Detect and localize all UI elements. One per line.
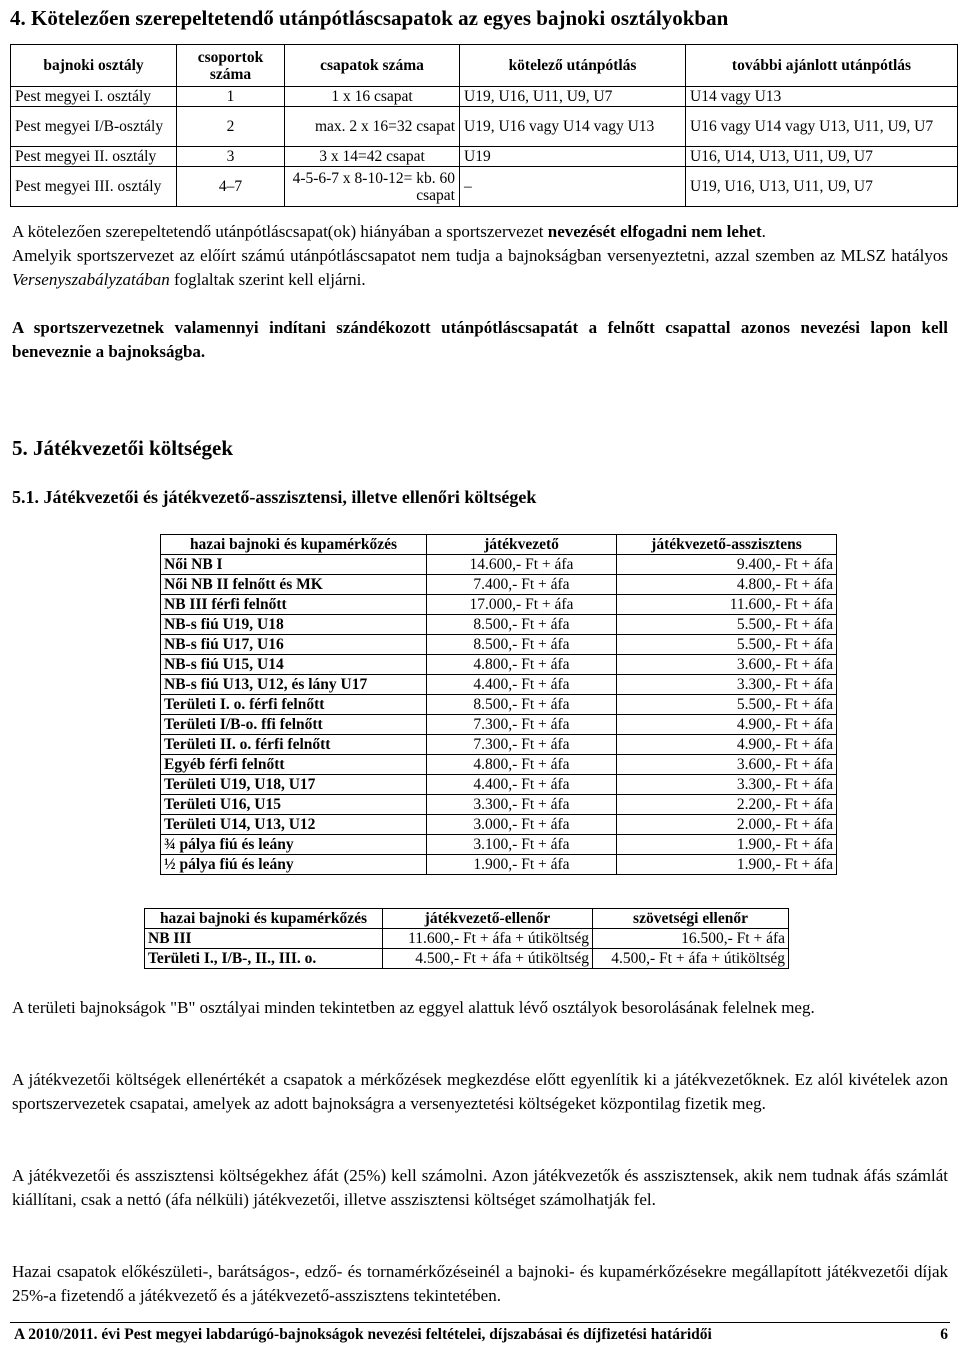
fee-cell: 17.000,- Ft + áfa bbox=[427, 595, 617, 615]
fee-cell: 7.300,- Ft + áfa bbox=[427, 715, 617, 735]
sanction-paragraph bbox=[12, 244, 948, 292]
footer-text: A 2010/2011. évi Pest megyei labdarúgó-bajnokságok nevezési feltételei, díjszabásai és díjfizetési határidői bbox=[14, 1326, 712, 1343]
table-row bbox=[11, 147, 958, 167]
table-row bbox=[161, 675, 837, 695]
fee-cell: 14.600,- Ft + áfa bbox=[427, 555, 617, 575]
fee-cell: 5.500,- Ft + áfa bbox=[617, 615, 837, 635]
match-type-cell: Területi I/B-o. ffi felnőtt bbox=[161, 715, 427, 735]
paragraph-text: A kötelezően szerepeltetendő utánpótláscsapat(ok) hiányában a sportszervezet bbox=[12, 222, 548, 241]
fee-cell: 3.300,- Ft + áfa bbox=[617, 675, 837, 695]
match-type-cell: NB-s fiú U15, U14 bbox=[161, 655, 427, 675]
division-cell: Pest megyei III. osztály bbox=[11, 167, 177, 207]
section-5-1-heading: 5.1. Játékvezetői és játékvezető-asszisztensi, illetve ellenőri költségek bbox=[12, 487, 537, 507]
fee-cell: 8.500,- Ft + áfa bbox=[427, 635, 617, 655]
recommended-youth-cell: U16 vagy U14 vagy U13, U11, U9, U7 bbox=[686, 107, 958, 147]
fee-cell: 7.400,- Ft + áfa bbox=[427, 575, 617, 595]
table-row bbox=[161, 595, 837, 615]
fee-cell: 4.900,- Ft + áfa bbox=[617, 735, 837, 755]
fee-cell: 1.900,- Ft + áfa bbox=[617, 855, 837, 875]
match-type-cell: Egyéb férfi felnőtt bbox=[161, 755, 427, 775]
match-type-cell: ¾ pálya fiú és leány bbox=[161, 835, 427, 855]
footer-divider bbox=[10, 1322, 950, 1323]
fee-cell: 4.800,- Ft + áfa bbox=[427, 655, 617, 675]
table-row bbox=[161, 735, 837, 755]
referee-fees-table bbox=[160, 534, 837, 875]
table-row bbox=[161, 775, 837, 795]
table-row bbox=[145, 929, 789, 949]
payment-paragraph: A játékvezetői költségek ellenértékét a csapatok a mérkőzések megkezdése előtt egyenlítik ki a játékvezetőknek. Ez alól kivételek azon sportszervezetek csapatai, amelyek az adott bajnokságra a versenyeztetési költségeket központilag fizetik meg. bbox=[12, 1070, 948, 1113]
emphasis-text: nevezését elfogadni nem lehet bbox=[547, 222, 762, 241]
friendly-match-paragraph: Hazai csapatok előkészületi-, barátságos-, edző- és tornamérkőzéseinél a bajnoki- és kupamérkőzésekre megállapított játékvezetői díjak 25%-a fizetendő a játékvezető és a játékvezető-asszisztens tekintetében. bbox=[12, 1262, 948, 1305]
group-count-cell: 2 bbox=[177, 107, 285, 147]
group-count-cell: 1 bbox=[177, 87, 285, 107]
match-type-cell: Női NB I bbox=[161, 555, 427, 575]
required-youth-cell: – bbox=[460, 167, 686, 207]
recommended-youth-cell: U16, U14, U13, U11, U9, U7 bbox=[686, 147, 958, 167]
match-type-cell: NB III bbox=[145, 929, 383, 949]
column-header: csoportok száma bbox=[177, 45, 285, 87]
fee-cell: 11.600,- Ft + áfa bbox=[617, 595, 837, 615]
regulation-name: Versenyszabályzatában bbox=[12, 270, 170, 289]
column-header: további ajánlott utánpótlás bbox=[686, 45, 958, 87]
registration-form-paragraph: A sportszervezetnek valamennyi indítani szándékozott utánpótláscsapatát a felnőtt csapattal azonos nevezési lapon kell beneveznie a bajnokságba. bbox=[12, 318, 948, 361]
group-count-cell: 3 bbox=[177, 147, 285, 167]
match-type-cell: NB-s fiú U19, U18 bbox=[161, 615, 427, 635]
b-division-paragraph: A területi bajnokságok "B" osztályai minden tekintetben az eggyel alattuk lévő osztályok besorolásának felelnek meg. bbox=[12, 998, 815, 1017]
fee-cell: 3.300,- Ft + áfa bbox=[617, 775, 837, 795]
fee-cell: 4.500,- Ft + áfa + útiköltség bbox=[383, 949, 593, 969]
fee-cell: 5.500,- Ft + áfa bbox=[617, 695, 837, 715]
team-count-cell: 1 x 16 csapat bbox=[285, 87, 460, 107]
fee-cell: 11.600,- Ft + áfa + útiköltség bbox=[383, 929, 593, 949]
table-row bbox=[11, 87, 958, 107]
column-header: bajnoki osztály bbox=[11, 45, 177, 87]
column-header: hazai bajnoki és kupamérkőzés bbox=[161, 535, 427, 555]
table-header-row bbox=[145, 909, 789, 929]
fee-cell: 1.900,- Ft + áfa bbox=[427, 855, 617, 875]
fee-cell: 4.800,- Ft + áfa bbox=[427, 755, 617, 775]
required-youth-cell: U19 bbox=[460, 147, 686, 167]
fee-cell: 4.400,- Ft + áfa bbox=[427, 675, 617, 695]
match-type-cell: Női NB II felnőtt és MK bbox=[161, 575, 427, 595]
team-count-cell: max. 2 x 16=32 csapat bbox=[285, 107, 460, 147]
table-row bbox=[161, 555, 837, 575]
fee-cell: 4.400,- Ft + áfa bbox=[427, 775, 617, 795]
table-row bbox=[11, 167, 958, 207]
match-type-cell: NB III férfi felnőtt bbox=[161, 595, 427, 615]
column-header: kötelező utánpótlás bbox=[460, 45, 686, 87]
table-header-row bbox=[161, 535, 837, 555]
column-header: játékvezető-ellenőr bbox=[383, 909, 593, 929]
division-cell: Pest megyei I/B-osztály bbox=[11, 107, 177, 147]
section-4-heading: 4. Kötelezően szerepeltetendő utánpótláscsapatok az egyes bajnoki osztályokban bbox=[10, 6, 729, 30]
fee-cell: 2.200,- Ft + áfa bbox=[617, 795, 837, 815]
paragraph-text: Amelyik sportszervezet az előírt számú utánpótláscsapatot nem tudja a bajnokságban versenyeztetni, azzal szemben az MLSZ hatályos bbox=[12, 246, 948, 265]
vat-paragraph: A játékvezetői és asszisztensi költségekhez áfát (25%) kell számolni. Azon játékvezetők és asszisztensek, akik nem tudnak áfás számlát kiállítani, csak a nettó (áfa nélküli) játékvezetői, illetve asszisztensi költséget számolhatják fel. bbox=[12, 1166, 948, 1209]
column-header: játékvezető bbox=[427, 535, 617, 555]
fee-cell: 3.000,- Ft + áfa bbox=[427, 815, 617, 835]
recommended-youth-cell: U19, U16, U13, U11, U9, U7 bbox=[686, 167, 958, 207]
fee-cell: 9.400,- Ft + áfa bbox=[617, 555, 837, 575]
fee-cell: 3.300,- Ft + áfa bbox=[427, 795, 617, 815]
fee-cell: 4.500,- Ft + áfa + útiköltség bbox=[593, 949, 789, 969]
table-row bbox=[161, 615, 837, 635]
fee-cell: 3.100,- Ft + áfa bbox=[427, 835, 617, 855]
match-type-cell: Területi U14, U13, U12 bbox=[161, 815, 427, 835]
column-header: csapatok száma bbox=[285, 45, 460, 87]
table-row bbox=[145, 949, 789, 969]
match-type-cell: NB-s fiú U17, U16 bbox=[161, 635, 427, 655]
required-youth-cell: U19, U16, U11, U9, U7 bbox=[460, 87, 686, 107]
team-count-cell: 4-5-6-7 x 8-10-12= kb. 60 csapat bbox=[285, 167, 460, 207]
group-count-cell: 4–7 bbox=[177, 167, 285, 207]
fee-cell: 3.600,- Ft + áfa bbox=[617, 755, 837, 775]
fee-cell: 4.900,- Ft + áfa bbox=[617, 715, 837, 735]
fee-cell: 7.300,- Ft + áfa bbox=[427, 735, 617, 755]
required-youth-cell: U19, U16 vagy U14 vagy U13 bbox=[460, 107, 686, 147]
table-row bbox=[161, 835, 837, 855]
division-cell: Pest megyei I. osztály bbox=[11, 87, 177, 107]
match-type-cell: Területi U16, U15 bbox=[161, 795, 427, 815]
match-type-cell: NB-s fiú U13, U12, és lány U17 bbox=[161, 675, 427, 695]
recommended-youth-cell: U14 vagy U13 bbox=[686, 87, 958, 107]
match-type-cell: Területi I., I/B-, II., III. o. bbox=[145, 949, 383, 969]
table-header-row bbox=[11, 45, 958, 87]
fee-cell: 8.500,- Ft + áfa bbox=[427, 615, 617, 635]
fee-cell: 16.500,- Ft + áfa bbox=[593, 929, 789, 949]
fee-cell: 4.800,- Ft + áfa bbox=[617, 575, 837, 595]
page-number: 6 bbox=[940, 1326, 948, 1343]
match-type-cell: Területi II. o. férfi felnőtt bbox=[161, 735, 427, 755]
table-row bbox=[161, 815, 837, 835]
fee-cell: 8.500,- Ft + áfa bbox=[427, 695, 617, 715]
table-row bbox=[161, 655, 837, 675]
section-5-heading: 5. Játékvezetői költségek bbox=[12, 436, 234, 460]
table-row bbox=[161, 855, 837, 875]
team-count-cell: 3 x 14=42 csapat bbox=[285, 147, 460, 167]
table-row bbox=[161, 635, 837, 655]
fee-cell: 3.600,- Ft + áfa bbox=[617, 655, 837, 675]
column-header: játékvezető-asszisztens bbox=[617, 535, 837, 555]
required-youth-teams-table bbox=[10, 44, 958, 207]
inspector-fees-table bbox=[144, 908, 789, 969]
table-row bbox=[11, 107, 958, 147]
table-row bbox=[161, 755, 837, 775]
column-header: szövetségi ellenőr bbox=[593, 909, 789, 929]
registration-rule-paragraph bbox=[12, 220, 948, 244]
table-row bbox=[161, 795, 837, 815]
fee-cell: 1.900,- Ft + áfa bbox=[617, 835, 837, 855]
table-row bbox=[161, 715, 837, 735]
match-type-cell: Területi U19, U18, U17 bbox=[161, 775, 427, 795]
fee-cell: 2.000,- Ft + áfa bbox=[617, 815, 837, 835]
match-type-cell: Területi I. o. férfi felnőtt bbox=[161, 695, 427, 715]
table-row bbox=[161, 575, 837, 595]
paragraph-text: . bbox=[761, 222, 766, 241]
paragraph-text: foglaltak szerint kell eljárni. bbox=[169, 270, 366, 289]
column-header: hazai bajnoki és kupamérkőzés bbox=[145, 909, 383, 929]
fee-cell: 5.500,- Ft + áfa bbox=[617, 635, 837, 655]
division-cell: Pest megyei II. osztály bbox=[11, 147, 177, 167]
table-row bbox=[161, 695, 837, 715]
match-type-cell: ½ pálya fiú és leány bbox=[161, 855, 427, 875]
